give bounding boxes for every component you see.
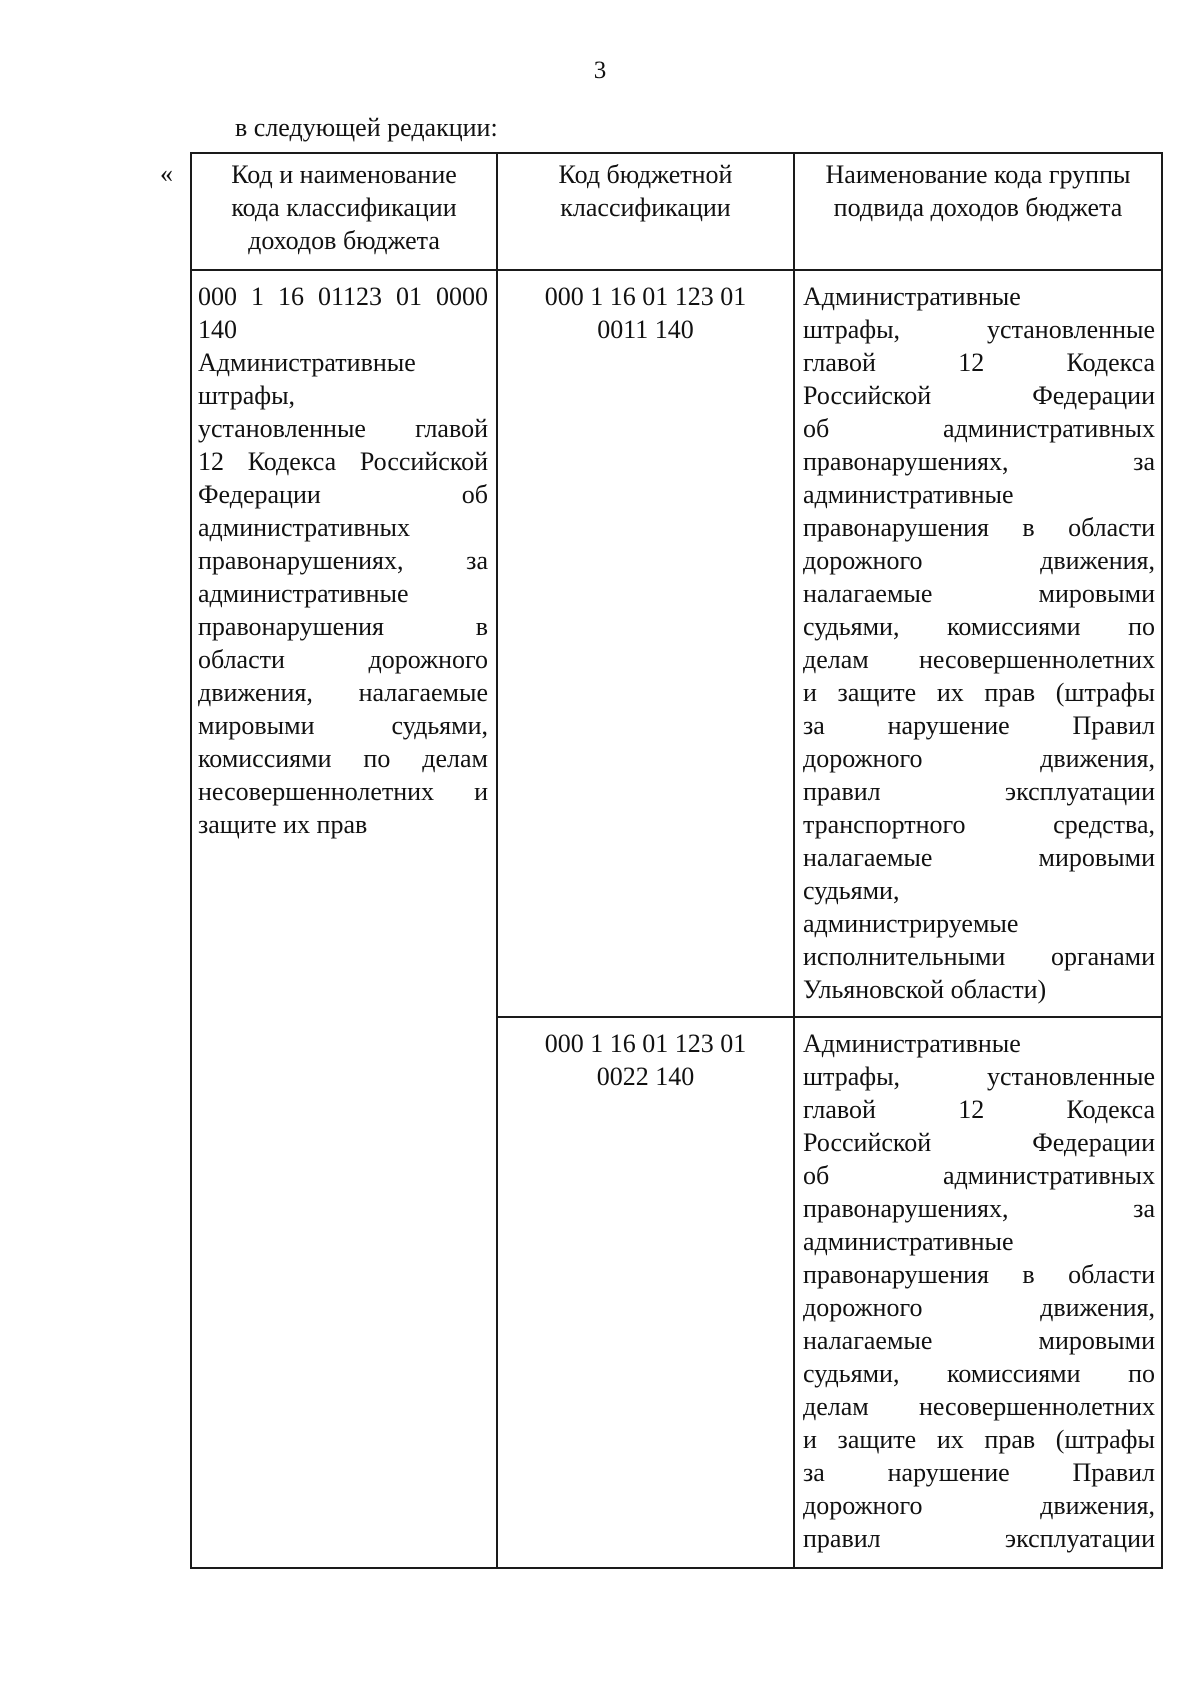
cell-text-line: правонарушения в — [198, 612, 488, 641]
cell-text-line: комиссиями по делам — [198, 744, 488, 773]
budget-classification-table — [190, 152, 1163, 1569]
cell-text-line: Российской Федерации — [803, 381, 1155, 410]
cell-text-line: Ульяновской области) — [803, 975, 1047, 1004]
cell-text-line: транспортного средства, — [803, 810, 1155, 839]
cell-text-line: штрафы, — [198, 381, 296, 410]
cell-text-line: исполнительными органами — [803, 942, 1155, 971]
cell-text-line: 0022 140 — [596, 1062, 695, 1091]
cell-text-line: судьями, комиссиями по — [803, 612, 1155, 641]
header-subgroup-name: Наименование кода группы подвида доходов бюджета — [825, 160, 1131, 222]
table-border-right — [1161, 152, 1163, 1569]
cell-budget-code-0022 — [500, 1027, 791, 1093]
column-separator-2 — [793, 152, 795, 1569]
subrow-separator — [496, 1016, 1163, 1018]
opening-quote: « — [160, 159, 173, 188]
cell-text-line: мировыми судьями, — [198, 711, 488, 740]
cell-text-line: Российской Федерации — [803, 1128, 1155, 1157]
cell-text-line: 0011 140 — [597, 315, 694, 344]
cell-text-line: налагаемые мировыми — [803, 1326, 1155, 1355]
cell-text-line: судьями, комиссиями по — [803, 1359, 1155, 1388]
cell-text-line: правонарушения в области — [803, 513, 1155, 542]
cell-text-line: 12 Кодекса Российской — [198, 447, 488, 476]
page-number: 3 — [593, 57, 607, 84]
cell-text-line: правонарушениях, за — [198, 546, 488, 575]
cell-text-line: 000 1 16 01 123 01 — [544, 282, 747, 311]
intro-text: в следующей редакции: — [235, 113, 498, 142]
header-budget-code: Код бюджетной классификации — [558, 160, 733, 222]
cell-text-line: правонарушениях, за — [803, 1194, 1155, 1223]
cell-text-line: за нарушение Правил — [803, 1458, 1155, 1487]
cell-text-line: административные — [803, 480, 1014, 509]
cell-text-line: об административных — [803, 1161, 1155, 1190]
cell-text-line: установленные главой — [198, 414, 488, 443]
cell-text-line: налагаемые мировыми — [803, 843, 1155, 872]
cell-code-and-name — [198, 280, 488, 841]
cell-text-line: Федерации об — [198, 480, 488, 509]
cell-text-line: административные — [198, 579, 409, 608]
table-border-top — [190, 152, 1163, 154]
cell-text-line: административных — [198, 513, 410, 542]
cell-text-line: делам несовершеннолетних — [803, 1392, 1155, 1421]
cell-text-line: и защите их прав (штрафы — [803, 678, 1155, 707]
cell-text-line: штрафы, установленные — [803, 315, 1155, 344]
cell-text-line: главой 12 Кодекса — [803, 1095, 1155, 1124]
cell-text-line: главой 12 Кодекса — [803, 348, 1155, 377]
header-code-and-name: Код и наименование кода классификации доходов бюджета — [231, 160, 457, 255]
cell-text-line: правил эксплуатации — [803, 777, 1155, 806]
cell-text-line: судьями, — [803, 876, 900, 905]
cell-text-line: Административные — [803, 282, 1021, 311]
header-separator — [190, 269, 1163, 271]
cell-text-line: несовершеннолетних и — [198, 777, 488, 806]
cell-text-line: налагаемые мировыми — [803, 579, 1155, 608]
cell-text-line: Административные — [803, 1029, 1021, 1058]
cell-text-line: делам несовершеннолетних — [803, 645, 1155, 674]
cell-text-line: дорожного движения, — [803, 546, 1155, 575]
cell-text-line: об административных — [803, 414, 1155, 443]
cell-text-line: штрафы, установленные — [803, 1062, 1155, 1091]
cell-text-line: 140 — [198, 315, 237, 344]
cell-text-line: дорожного движения, — [803, 744, 1155, 773]
cell-text-line: правил эксплуатации — [803, 1524, 1155, 1553]
cell-text-line: администрируемые — [803, 909, 1019, 938]
cell-subgroup-name-0022 — [803, 1027, 1155, 1555]
cell-text-line: Административные — [198, 348, 416, 377]
cell-text-line: движения, налагаемые — [198, 678, 488, 707]
cell-text-line: дорожного движения, — [803, 1293, 1155, 1322]
cell-text-line: правонарушения в области — [803, 1260, 1155, 1289]
cell-text-line: 000 1 16 01123 01 0000 — [198, 282, 488, 311]
cell-text-line: правонарушениях, за — [803, 447, 1155, 476]
cell-text-line: 000 1 16 01 123 01 — [544, 1029, 747, 1058]
cell-text-line: области дорожного — [198, 645, 488, 674]
cell-text-line: административные — [803, 1227, 1014, 1256]
cell-budget-code-0011 — [500, 280, 791, 346]
cell-subgroup-name-0011 — [803, 280, 1155, 1006]
cell-text-line: за нарушение Правил — [803, 711, 1155, 740]
table-border-bottom — [190, 1567, 1163, 1569]
cell-text-line: дорожного движения, — [803, 1491, 1155, 1520]
cell-text-line: и защите их прав (штрафы — [803, 1425, 1155, 1454]
column-separator-1 — [496, 152, 498, 1569]
cell-text-line: защите их прав — [198, 810, 368, 839]
table-border-left — [190, 152, 192, 1569]
